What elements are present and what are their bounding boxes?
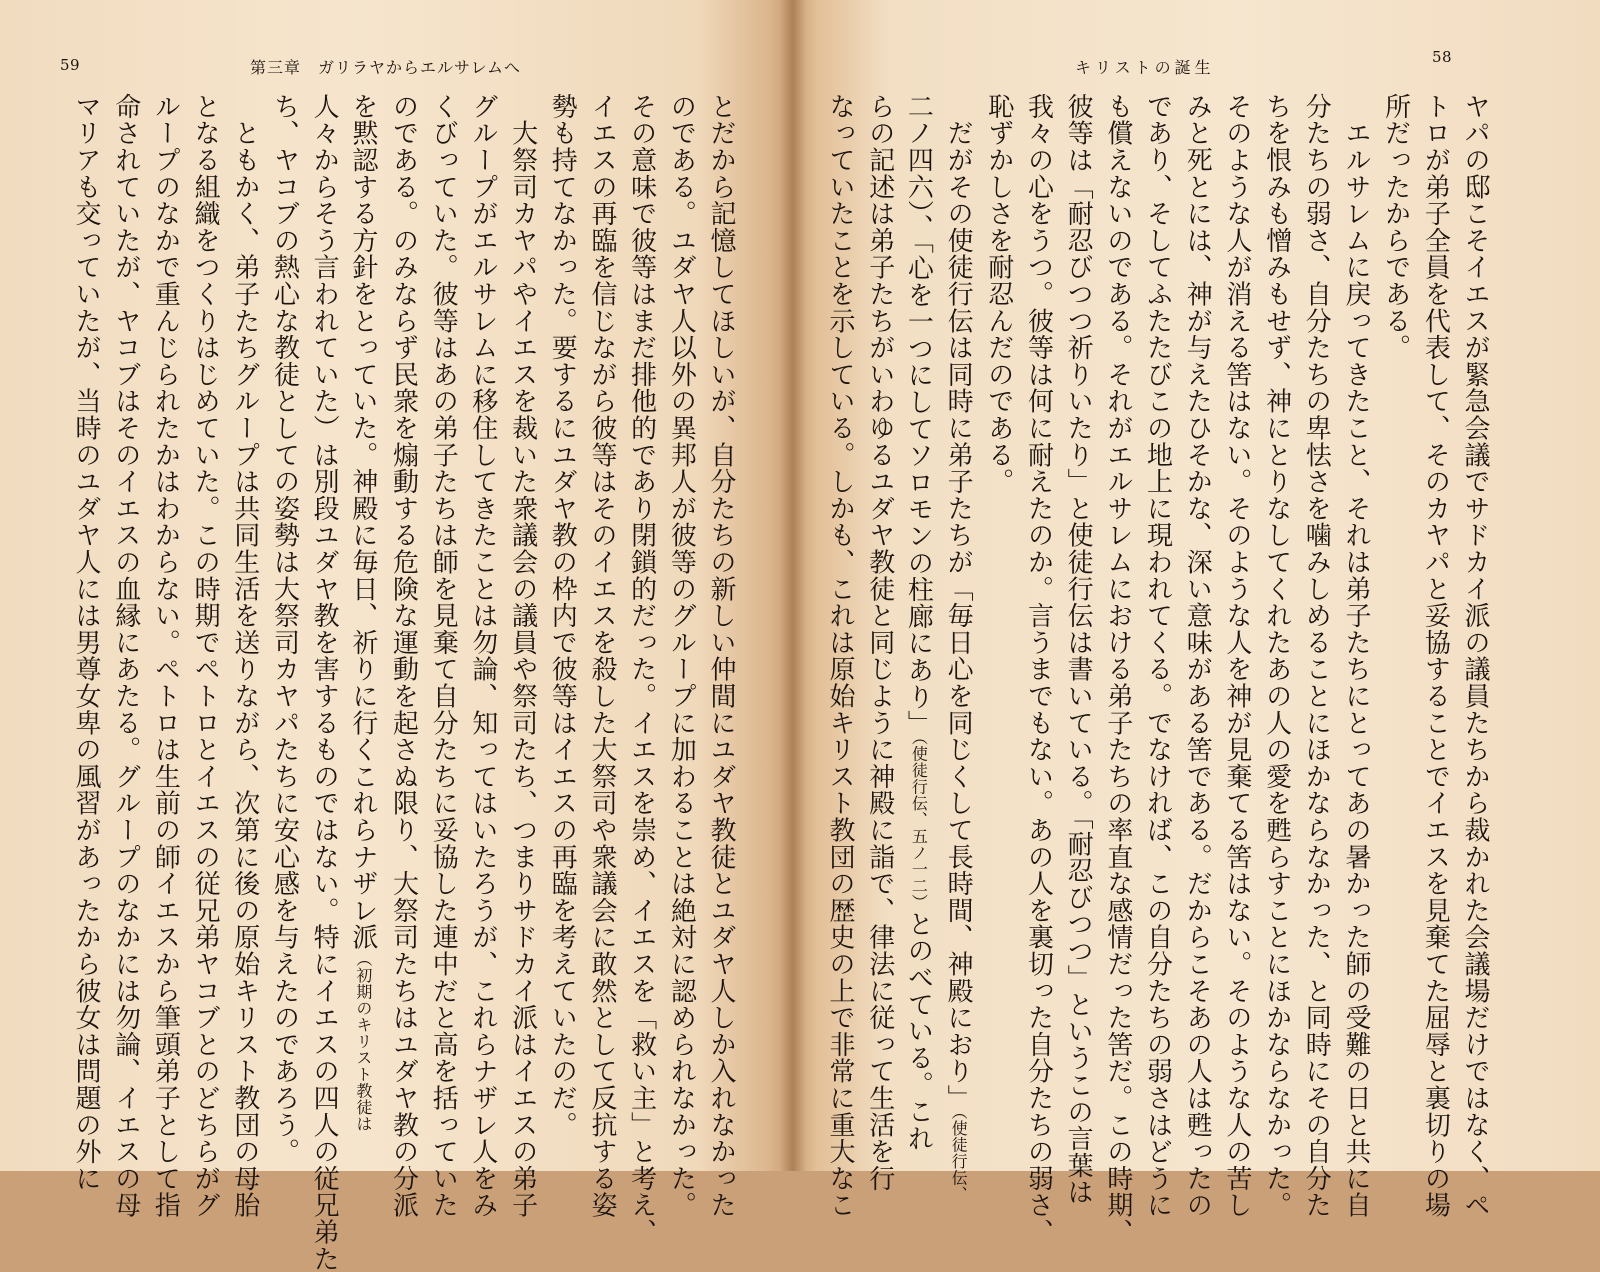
text-column: エルサレムに戻ってきたこと、それは弟子たちにとってあの暑かった師の受難の日と共に自 (1340, 93, 1371, 1219)
text-column: その意味で彼等はまだ排他的であり閉鎖的だった。イエスを崇め、イエスを「救い主」と考え、 (626, 93, 657, 1246)
text-column: とだから記憶してほしいが、自分たちの新しい仲間にユダヤ教徒とユダヤ人しか入れなかった (706, 93, 736, 1219)
right-body-text (814, 93, 1494, 1246)
right-page-number: 58 (1432, 48, 1453, 66)
text-column: トロが弟子全員を代表して、そのカヤパと妥協することでイエスを見棄てた屈辱と裏切りの場 (1420, 93, 1451, 1219)
text-column (899, 93, 939, 1155)
inline-note: （使徒行伝、 (949, 1111, 969, 1203)
text-column: 分たちの弱さ、自分たちの卑怯さを噛みしめることにほかならなかった、と同時にその自分た (1301, 93, 1332, 1219)
text-column: そのような人が消える筈はない。そのような人を神が見棄てる筈はない。そのような人の苦し (1221, 93, 1252, 1219)
text-column: みと死とには、神が与えたひそかな、深い意味がある筈である。だからこそあの人は甦ったの (1182, 93, 1213, 1219)
left-running-head: 第三章 ガリラヤからエルサレムへ (250, 58, 522, 77)
text-column: なっていたことを示している。しかも、これは原始キリスト教団の歴史の上で非常に重大なこ (825, 93, 855, 1219)
text-run: だがその使徒行伝は同時に弟子たちが「毎日心を同じくして長時間、神殿におり」 (943, 93, 974, 1112)
text-column: イエスの再臨を信じながら彼等はそのイエスを殺した大祭司や衆議会に敢然として反抗する姿 (586, 93, 617, 1219)
right-page (792, 0, 1600, 1246)
text-run: 二ノ四六）、「心を一つにしてソロモンの柱廊にあり」 (903, 93, 934, 737)
inline-note: （初期のキリスト教徒は (353, 950, 373, 1133)
text-column: であり、そしてふたたびこの地上に現われてくる。でなければ、この自分たちの弱さはどうに (1142, 93, 1173, 1219)
text-column: マリアも交っていたが、当時のユダヤ人には男尊女卑の風習があったから彼女は問題の外に (71, 93, 101, 1192)
text-column: らの記述は弟子たちがいわゆるユダヤ教徒と同じように神殿に詣で、律法に従って生活を行 (864, 93, 895, 1192)
text-column (938, 93, 978, 1203)
text-run: とのべている。これ (903, 910, 934, 1152)
text-column: ちを恨みも憎みもせず、神にとりなしてくれたあの人の愛を甦らすことにほかならなかった。 (1261, 93, 1292, 1219)
text-column: となる組織をつくりはじめていた。この時期でペトロとイエスの従兄弟ヤコブとのどちらがグ (190, 93, 221, 1219)
left-page (0, 0, 792, 1272)
inline-note: （使徒行伝、五ノ一二） (909, 737, 929, 911)
text-column: も償えないのである。それがエルサレムにおける弟子たちの率直な感情だった筈だ。この時期、 (1102, 93, 1133, 1246)
text-column: 大祭司カヤパやイエスを裁いた衆議会の議員や祭司たち、つまりサドカイ派はイエスの弟子 (507, 93, 538, 1219)
text-column: 人々からそう言われていた）は別段ユダヤ教を害するものではない。特にイエスの四人の従兄弟た (309, 93, 340, 1272)
text-column: 彼等は「耐忍びつつ祈りいたり」と使徒行伝は書いている。「耐忍びつつ」というこの言葉は (1063, 93, 1094, 1206)
text-column: ヤパの邸こそイエスが緊急会議でサドカイ派の議員たちから裁かれた会議場だけではなく、ペ (1460, 93, 1490, 1219)
text-column: のである。ユダヤ人以外の異邦人が彼等のグループに加わることは絶対に認められなかった。 (666, 93, 697, 1219)
text-run: を黙認する方針をとっていた。神殿に毎日、祈りに行くこれらナザレ派 (347, 93, 378, 951)
text-column: 命されていたが、ヤコブはそのイエスの血縁にあたる。グループのなかには勿論、イエスの母 (110, 93, 141, 1219)
right-running-head: キリストの誕生 (1075, 58, 1215, 77)
left-page-number: 59 (60, 56, 81, 74)
text-column: 恥ずかしさを耐忍んだのである。 (983, 93, 1014, 495)
left-body-text (60, 93, 740, 1272)
book-gutter (780, 0, 806, 1171)
text-column: のである。のみならず民衆を煽動する危険な運動を起さぬ限り、大祭司たちはユダヤ教の分派 (388, 93, 419, 1219)
text-column: 所だったからである。 (1380, 93, 1411, 361)
text-column (343, 93, 383, 1155)
text-column: 勢も持てなかった。要するにユダヤ教の枠内で彼等はイエスの再臨を考えていたのだ。 (547, 93, 578, 1139)
text-column: ともかく、弟子たちグループは共同生活を送りながら、次第に後の原始キリスト教団の母胎 (229, 93, 260, 1219)
text-column: グループがエルサレムに移住してきたことは勿論、知ってはいたろうが、これらナザレ人をみ (467, 93, 498, 1219)
text-column: 我々の心をうつ。彼等は何に耐えたのか。言うまでもない。あの人を裏切った自分たちの弱さ、 (1023, 93, 1054, 1246)
text-column: ち、ヤコブの熱心な教徒としての姿勢は大祭司カヤパたちに安心感を与えたのであろう。 (269, 93, 300, 1165)
text-column: ループのなかで重んじられたかはわからない。ペトロは生前の師イエスから筆頭弟子として指 (150, 93, 181, 1219)
text-column: くびっていた。彼等はあの弟子たちは師を見棄て自分たちに妥協した連中だと高を括っていた (428, 93, 459, 1219)
